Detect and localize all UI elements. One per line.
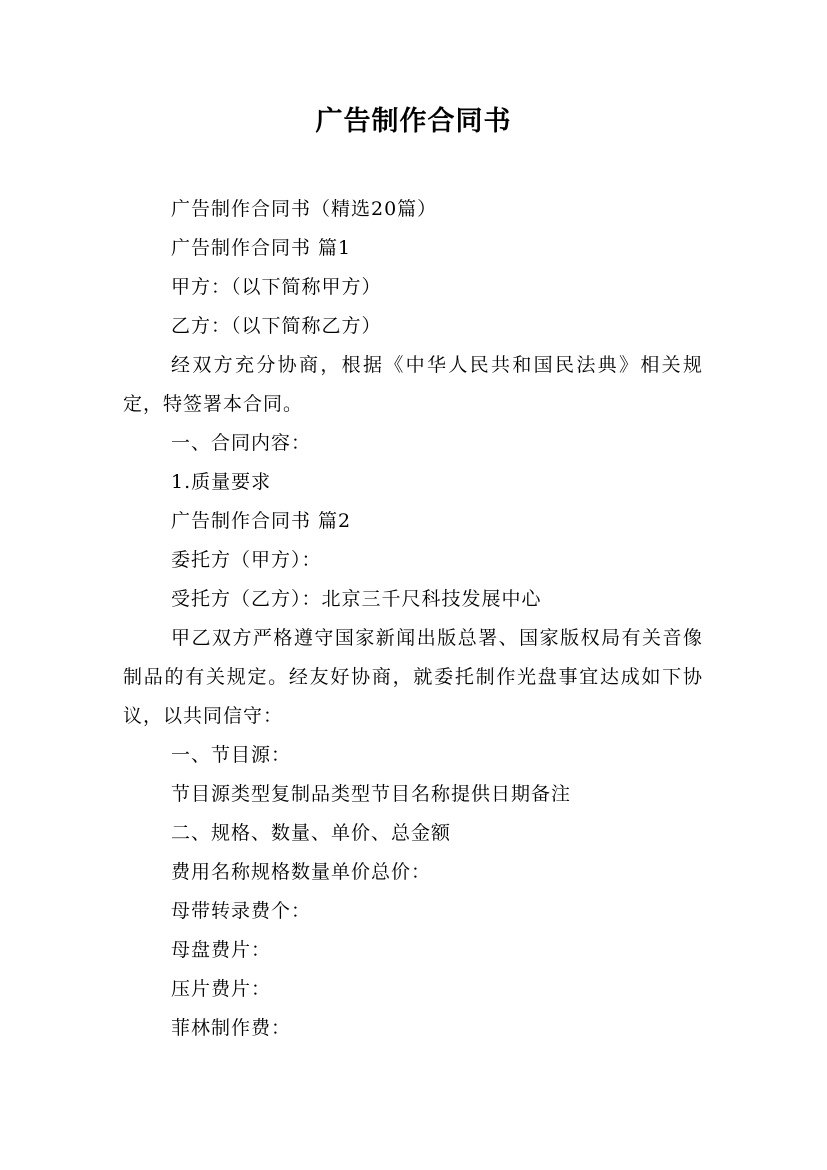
paragraph-program-source: 节目源类型复制品类型节目名称提供日期备注 — [171, 783, 572, 805]
paragraph-preamble: 经双方充分协商，根据《中华人民共和国民法典》相关规定，特签署本合同。 — [123, 354, 703, 415]
paragraph-quality: 1.质量要求 — [171, 471, 272, 493]
paragraph-party-a: 甲方：（以下简称甲方） — [171, 276, 382, 298]
document-body — [123, 190, 703, 1048]
paragraph-section-heading: 广告制作合同书 篇1 — [171, 237, 352, 259]
paragraph-party-b: 乙方：（以下简称乙方） — [171, 315, 382, 337]
paragraph-subtitle: 广告制作合同书（精选20篇） — [171, 198, 438, 220]
paragraph-clause-heading: 二、规格、数量、单价、总金额 — [171, 822, 452, 844]
paragraph-client: 委托方（甲方）： — [171, 549, 322, 571]
paragraph-clause-heading: 一、节目源： — [171, 744, 292, 766]
paragraph-fee-item: 菲林制作费： — [171, 1017, 292, 1039]
paragraph-contractor: 受托方（乙方）：北京三千尺科技发展中心 — [171, 588, 542, 610]
paragraph-fee-header: 费用名称规格数量单价总价： — [171, 861, 432, 883]
paragraph-section-heading: 广告制作合同书 篇2 — [171, 510, 352, 532]
paragraph-clause-heading: 一、合同内容： — [171, 432, 312, 454]
paragraph-fee-item: 母盘费片： — [171, 939, 272, 961]
paragraph-agreement: 甲乙双方严格遵守国家新闻出版总署、国家版权局有关音像制品的有关规定。经友好协商，就委托制作光盘事宜达成如下协议，以共同信守： — [123, 627, 703, 727]
paragraph-fee-item: 压片费片： — [171, 978, 272, 1000]
paragraph-fee-item: 母带转录费个： — [171, 900, 312, 922]
document-title: 广告制作合同书 — [315, 106, 512, 137]
